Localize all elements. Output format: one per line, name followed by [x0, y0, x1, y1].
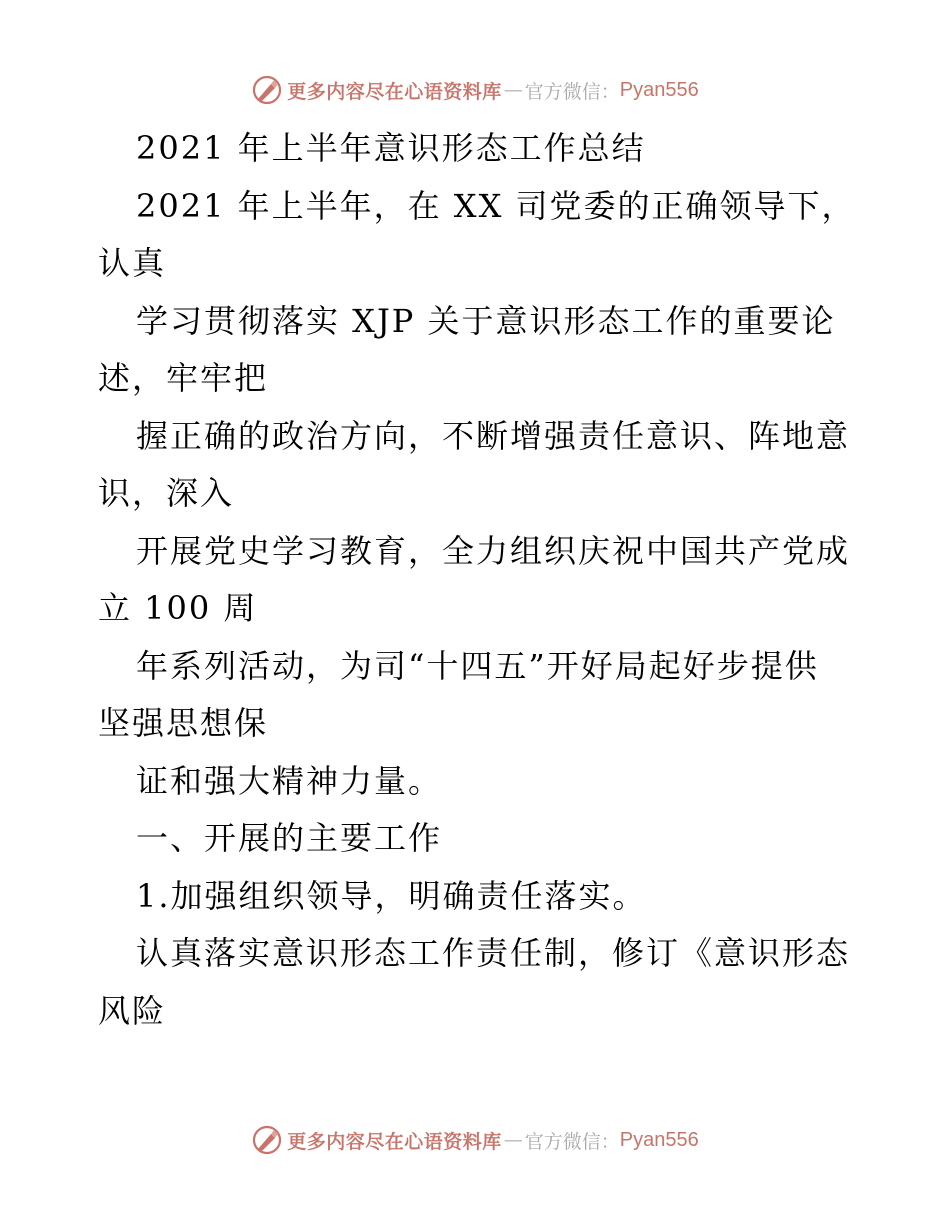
document-body [98, 120, 868, 1040]
section-heading: 一、开展的主要工作 [136, 819, 443, 857]
text-line: 坚强思想保 [98, 704, 269, 742]
text-line: 立 100 周 [98, 589, 258, 627]
document-title: 2021 年上半年意识形态工作总结 [136, 129, 646, 167]
banner-separator: — [503, 79, 523, 101]
text-line: 2021 年上半年，在 XX 司党委的正确领导下， [136, 186, 856, 225]
pen-logo-icon [251, 1124, 283, 1156]
text-line: 握正确的政治方向，不断增强责任意识、阵地意 [136, 416, 851, 455]
text-line: 认真落实意识形态工作责任制，修订《意识形态 [136, 934, 851, 972]
footer-watermark [0, 1120, 950, 1160]
text-line: 开展党史学习教育，全力组织庆祝中国共产党成 [136, 531, 851, 570]
banner-main-text: 更多内容尽在心语资料库 [287, 1130, 502, 1153]
banner-sub-text: 官方微信： [524, 1130, 620, 1153]
text-line: 述，牢牢把 [98, 359, 269, 397]
banner-separator: — [503, 1129, 523, 1151]
text-line: 认真 [98, 244, 167, 282]
pen-logo-icon [251, 74, 283, 106]
header-watermark [0, 70, 950, 110]
text-line: 识，深入 [98, 474, 235, 512]
banner-wechat-id: Pyan556 [619, 1128, 699, 1151]
banner-main-text: 更多内容尽在心语资料库 [287, 80, 502, 103]
banner-sub-text: 官方微信： [524, 80, 620, 103]
text-line: 学习贯彻落实 XJP 关于意识形态工作的重要论 [136, 301, 836, 340]
subsection-heading: 1.加强组织领导，明确责任落实。 [136, 876, 647, 915]
text-line: 风险 [98, 991, 167, 1030]
text-line: 证和强大精神力量。 [136, 761, 443, 800]
banner-wechat-id: Pyan556 [619, 78, 699, 101]
text-line: 年系列活动，为司“十四五”开好局起好步提供 [136, 646, 819, 685]
